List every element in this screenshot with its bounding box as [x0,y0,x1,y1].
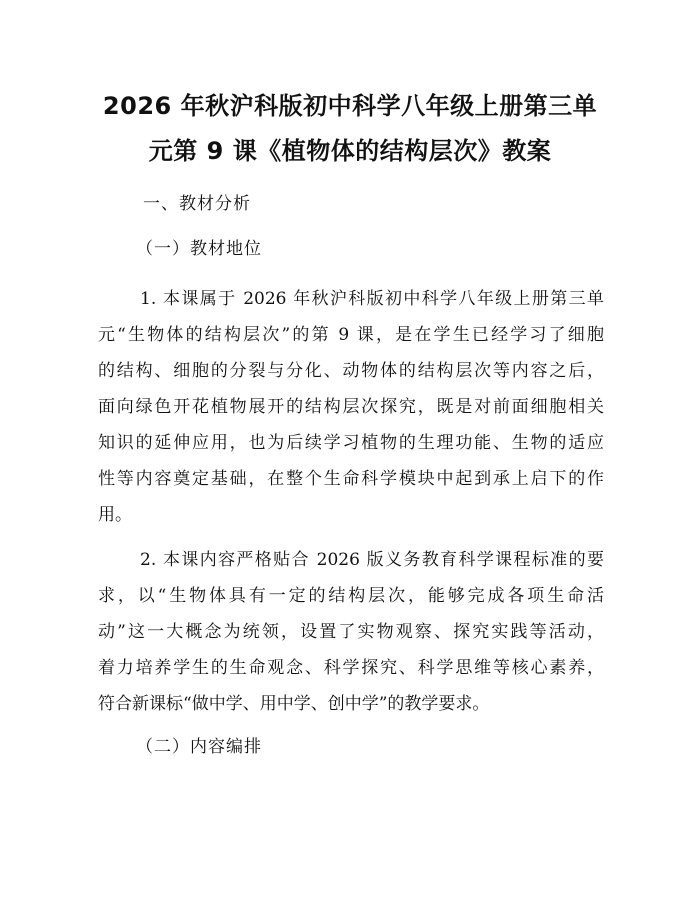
paragraph-1-line: 用。 [98,505,132,525]
title-line-1: 2026 年秋沪科版初中科学八年级上册第三单 [102,92,598,120]
paragraph-1-line: 的结构、细胞的分裂与分化、动物体的结构层次等内容之后， [98,361,604,381]
section-heading-textbook-analysis: 一、教材分析 [143,194,251,214]
document-title [96,84,604,174]
paragraph-1-line: 性等内容奠定基础，在整个生命科学模块中起到承上启下的作 [98,469,604,489]
paragraph-1-line: 知识的延伸应用，也为后续学习植物的生理功能、生物的适应 [98,433,604,453]
title-line-2: 元第 9 课《植物体的结构层次》教案 [148,137,552,165]
paragraph-1-line: 1. 本课属于 2026 年秋沪科版初中科学八年级上册第三单 [140,289,604,309]
subsection-heading-textbook-status: （一）教材地位 [136,239,262,259]
paragraph-2-line: 动”这一大概念为统领，设置了实物观察、探究实践等活动， [98,622,604,642]
paragraph-2-line: 2. 本课内容严格贴合 2026 版义务教育科学课程标准的要 [140,550,604,570]
paragraph-1-line: 元“生物体的结构层次”的第 9 课，是在学生已经学习了细胞 [98,325,604,345]
paragraph-1-line: 面向绿色开花植物展开的结构层次探究，既是对前面细胞相关 [98,397,604,417]
paragraph-2-line: 求，以“生物体具有一定的结构层次，能够完成各项生命活 [98,586,604,606]
paragraph-2-line: 符合新课标“做中学、用中学、创中学”的教学要求。 [98,694,490,714]
paragraph-2-line: 着力培养学生的生命观念、科学探究、科学思维等核心素养， [98,658,604,678]
subsection-heading-content-arrangement: （二）内容编排 [136,737,262,757]
